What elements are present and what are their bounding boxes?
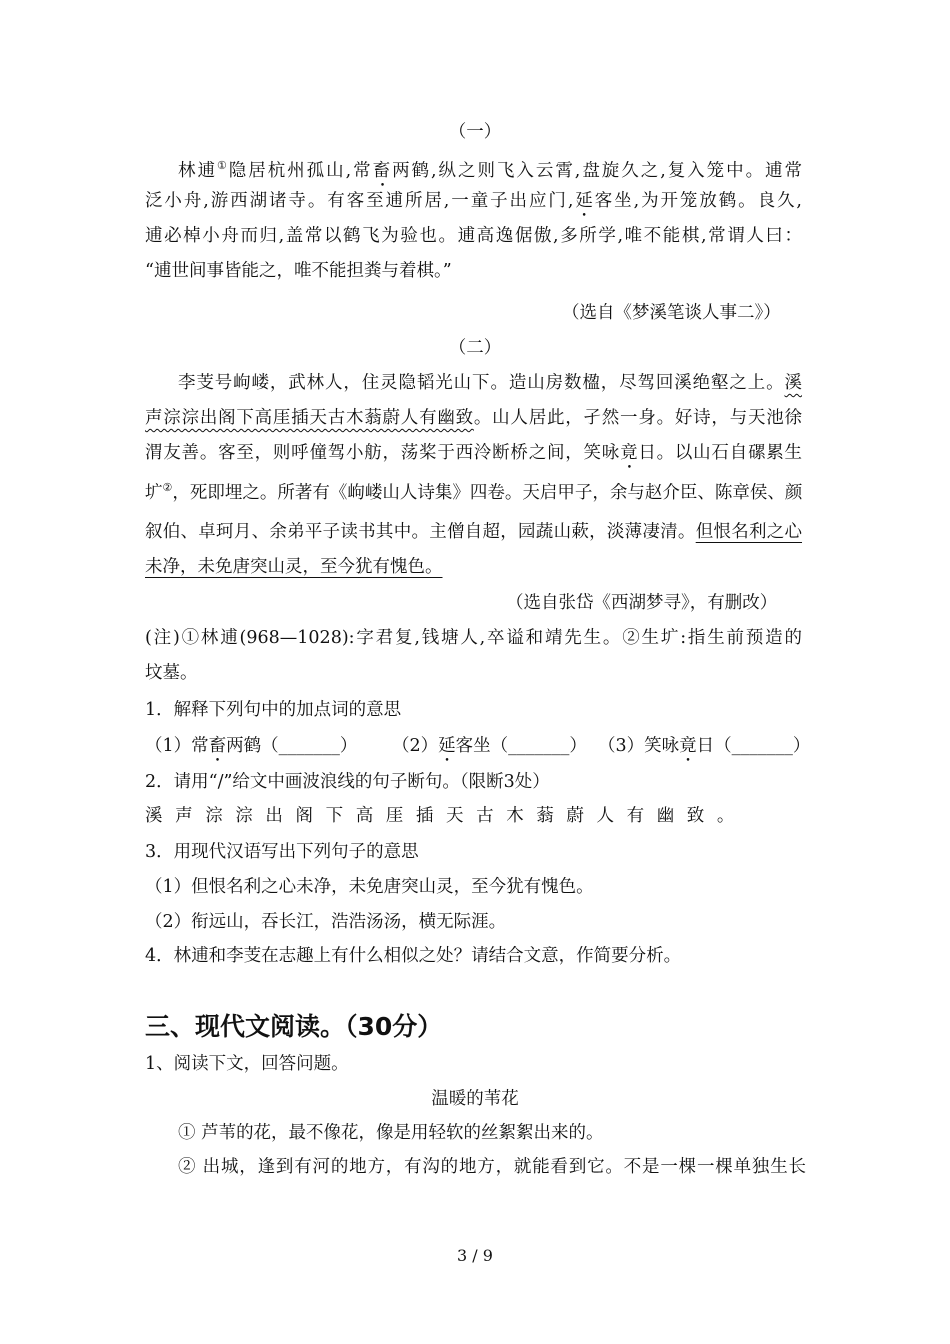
question-4-stem: 4．林逋和李芰在志趣上有什么相似之处？请结合文意，作简要分析。 — [145, 946, 682, 966]
page-number: 3 / 9 — [457, 1246, 493, 1265]
passage1-line-3: 逋必棹小舟而归,盖常以鹤飞为验也。逋高逸倨傲,多所学,唯不能棋,常谓人曰： — [145, 226, 802, 246]
passage2-line-5: 叙伯、卓珂月、余弟平子读书其中。主僧自超，园蔬山蔌，淡薄凄清。但恨名利之心 — [145, 522, 803, 542]
question-2-stem: 2．请用“/”给文中画波浪线的句子断句。（限断3处） — [145, 772, 550, 792]
footnote-ref-2: ② — [162, 481, 173, 494]
passage2-line-1: 李芰号岣嵝，武林人，住灵隐韬光山下。造山房数楹，尽驾回溪绝壑之上。溪 — [178, 373, 802, 393]
underlined-sentence: 未净，未免唐突山灵，至今犹有愧色。 — [145, 557, 443, 577]
question-3-item-1: （1）但恨名利之心未净，未免唐突山灵，至今犹有愧色。 — [145, 877, 594, 897]
question-1-item-3: （3）笑咏竟日（_______） — [598, 736, 811, 756]
passage2-heading: （二） — [448, 338, 502, 358]
wavy-sentence-start: 溪 — [784, 373, 802, 393]
section-3-intro: 1、阅读下文，回答问题。 — [145, 1054, 349, 1074]
article-paragraph-2: ② 出城，逢到有河的地方，有沟的地方，就能看到它。不是一棵一棵单独生长 — [178, 1157, 806, 1177]
passage2-line-3: 渭友善。客至，则呼僮驾小舫，荡桨于西泠断桥之间，笑咏竟日。以山石自磥累生 — [145, 443, 803, 463]
question-3-item-2: （2）衔远山，吞长江，浩浩汤汤，横无际涯。 — [145, 912, 507, 932]
passage1-line-2: 泛小舟,游西湖诸寺。有客至逋所居,一童子出应门,延客坐,为开笼放鹤。良久, — [145, 191, 802, 211]
passage1-line-1: 林逋①隐居杭州孤山,常畜两鹤,纵之则飞入云霄,盘旋久之,复入笼中。逋常 — [178, 159, 803, 181]
question-1-item-1: （1）常畜两鹤（_______） — [145, 736, 358, 756]
article-paragraph-1: ① 芦苇的花，最不像花，像是用轻软的丝絮絮出来的。 — [178, 1123, 604, 1143]
footnote-ref-1: ① — [216, 159, 229, 172]
article-title: 温暖的苇花 — [431, 1089, 519, 1109]
question-3-stem: 3．用现代汉语写出下列句子的意思 — [145, 842, 419, 862]
question-1-item-2: （2）延客坐（_______） — [392, 736, 587, 756]
section-3-title: 三、现代文阅读。（30分） — [145, 1012, 443, 1041]
notes-line-1: (注)①林逋(968—1028):字君复,钱塘人,卒谥和靖先生。②生圹:指生前预造的 — [145, 628, 802, 648]
notes-line-2: 坟墓。 — [145, 663, 198, 683]
dotted-word-jing: 竟 — [620, 443, 639, 463]
passage1-source: （选自《梦溪笔谈人事二》） — [562, 303, 781, 323]
passage2-line-4: 圹②，死即埋之。所著有《岣嵝山人诗集》四卷。天启甲子，余与赵介臣、陈章侯、颜 — [145, 481, 803, 503]
question-2-sentence: 溪声淙淙出阁下高厓插天古木蓊蔚人有幽致。 — [145, 806, 747, 826]
dotted-word-chu: 畜 — [372, 160, 393, 181]
passage2-line-2: 声淙淙出阁下高厓插天古木蓊蔚人有幽致。山人居此，孑然一身。好诗，与天池徐 — [145, 408, 803, 428]
wavy-sentence: 声淙淙出阁下高厓插天古木蓊蔚人有幽致 — [145, 408, 474, 428]
dotted-word-yan: 延 — [573, 191, 595, 211]
passage1-line-4: “逋世间事皆能之，唯不能担粪与着棋。” — [145, 261, 452, 281]
underlined-sentence-start: 但恨名利之心 — [695, 522, 803, 542]
passage2-source: （选自张岱《西湖梦寻》，有删改） — [506, 593, 778, 613]
question-1-stem: 1．解释下列句中的加点词的意思 — [145, 700, 402, 720]
passage1-heading: （一） — [448, 122, 502, 142]
